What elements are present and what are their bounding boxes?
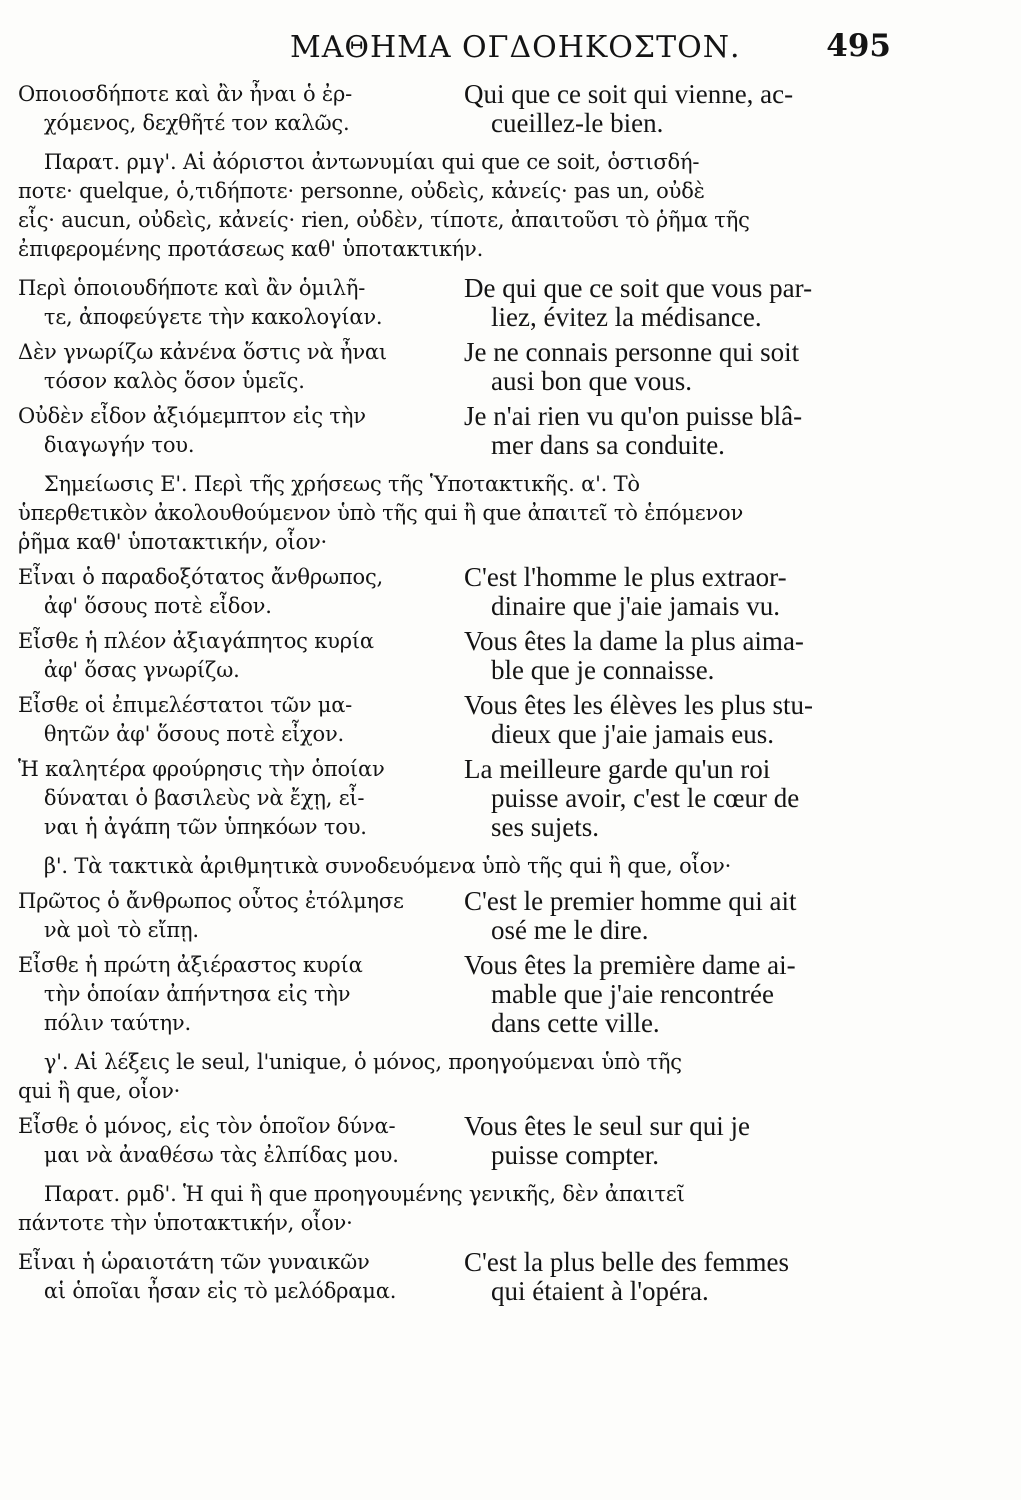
greek-sentence: Οποιοσδήποτε καὶ ἂν ἦναι ὁ ἐρ- χόμενος, δεχθῆτέ τον καλῶς. [18,82,353,135]
grammar-note: γ'. Αἱ λέξεις le seul, l'unique, ὁ μόνος, προηγούμεναι ὑπὸ τῆς qui ἢ que, οἷον· [18,1050,682,1103]
example-pair [18,1112,900,1170]
french-translation: C'est le premier homme qui ait osé me le dire. [464,887,797,945]
example-pair [18,274,900,332]
greek-sentence: Εἶσθε ἡ πλέον ἀξιαγάπητος κυρία ἀφ' ὅσας γνωρίζω. [18,629,374,682]
example-pair [18,951,900,1038]
example-pair [18,755,900,842]
french-translation: Vous êtes la première dame ai- mable que j'aie rencontrée dans cette ville. [464,951,796,1038]
french-translation: C'est l'homme le plus extraor- dinaire que j'aie jamais vu. [464,563,787,621]
greek-sentence: Εἶναι ἡ ὡραιοτάτη τῶν γυναικῶν αἱ ὁποῖαι ἦσαν εἰς τὸ μελόδραμα. [18,1250,397,1303]
greek-sentence: Εἶσθε ὁ μόνος, εἰς τὸν ὁποῖον δύνα- μαι νὰ ἀναθέσω τὰς ἐλπίδας μου. [18,1114,399,1167]
french-translation: Vous êtes le seul sur qui je puisse compter. [464,1112,750,1170]
greek-sentence: Εἶναι ὁ παραδοξότατος ἄνθρωπος, ἀφ' ὅσους ποτὲ εἶδον. [18,565,383,618]
greek-sentence: Εἶσθε οἱ ἐπιμελέστατοι τῶν μα- θητῶν ἀφ' ὅσους ποτὲ εἶχον. [18,693,353,746]
page-number: 495 [826,28,891,64]
page-header [0,30,1021,70]
greek-sentence: Εἶσθε ἡ πρώτη ἀξιέραστος κυρία τὴν ὁποίαν ἀπήντησα εἰς τὴν πόλιν ταύτην. [18,953,363,1035]
example-pair [18,338,900,396]
french-translation: Je n'ai rien vu qu'on puisse blâ- mer dans sa conduite. [464,402,803,460]
french-translation: Je ne connais personne qui soit ausi bon que vous. [464,338,800,396]
french-translation: Vous êtes les élèves les plus stu- dieux que j'aie jamais eus. [464,691,813,749]
grammar-note: β'. Τὰ τακτικὰ ἀριθμητικὰ συνοδευόμενα ὑπὸ τῆς qui ἢ que, οἷον· [18,854,732,878]
french-translation: La meilleure garde qu'un roi puisse avoir, c'est le cœur de ses sujets. [464,755,800,842]
example-pair [18,1248,900,1306]
greek-sentence: Ἡ καλητέρα φρούρησις τὴν ὁποίαν δύναται ὁ βασιλεὺς νὰ ἔχῃ, εἶ- ναι ἡ ἀγάπη τῶν ὑπηκόων του. [18,757,385,839]
greek-sentence: Δὲν γνωρίζω κἀνένα ὅστις νὰ ἦναι τόσον καλὸς ὅσον ὑμεῖς. [18,340,387,393]
grammar-note: Παρατ. ρμγ'. Αἱ ἀόριστοι ἀντωνυμίαι qui que ce soit, ὁστισδή- ποτε· quelque, ὁ,τιδήποτε· personne, οὐδεὶς, κἀνείς· pas un, οὐδὲ εἷς· aucun, οὐδεὶς, κἀνείς· rien, οὐδὲν, τίποτε, ἀπαιτοῦσι τὸ ῥῆμα τῆς ἐπιφερομένης προτάσεως καθ' ὑποτακτικήν. [18,150,750,261]
greek-sentence: Περὶ ὁποιουδήποτε καὶ ἂν ὁμιλῆ- τε, ἀποφεύγετε τὴν κακολογίαν. [18,276,383,329]
example-pair [18,402,900,460]
french-translation: Qui que ce soit qui vienne, ac- cueillez-le bien. [464,80,794,138]
greek-sentence: Οὐδὲν εἶδον ἀξιόμεμπτον εἰς τὴν διαγωγήν του. [18,404,366,457]
example-pair [18,627,900,685]
french-translation: C'est la plus belle des femmes qui étaient à l'opéra. [464,1248,790,1306]
example-pair [18,887,900,945]
grammar-note: Σημείωσις Ε'. Περὶ τῆς χρήσεως τῆς Ὑποτακτικῆς. α'. Τὸ ὑπερθετικὸν ἀκολουθούμενον ὑπὸ τῆς qui ἢ que ἀπαιτεῖ τὸ ἑπόμενον ῥῆμα καθ' ὑποτακτικήν, οἷον· [18,472,744,554]
greek-sentence: Πρῶτος ὁ ἄνθρωπος οὗτος ἐτόλμησε νὰ μοὶ τὸ εἴπῃ. [18,889,404,942]
running-title: ΜΑΘΗΜΑ ΟΓΔΟΗΚΟΣΤΟΝ. [290,30,741,65]
french-translation: Vous êtes la dame la plus aima- ble que je connaisse. [464,627,804,685]
page-body [18,80,900,1306]
example-pair [18,691,900,749]
grammar-note: Παρατ. ρμδ'. Ἡ qui ἢ que προηγουμένης γενικῆς, δὲν ἀπαιτεῖ πάντοτε τὴν ὑποτακτικήν, οἷον· [18,1182,685,1235]
french-translation: De qui que ce soit que vous par- liez, évitez la médisance. [464,274,813,332]
example-pair [18,80,900,138]
example-pair [18,563,900,621]
